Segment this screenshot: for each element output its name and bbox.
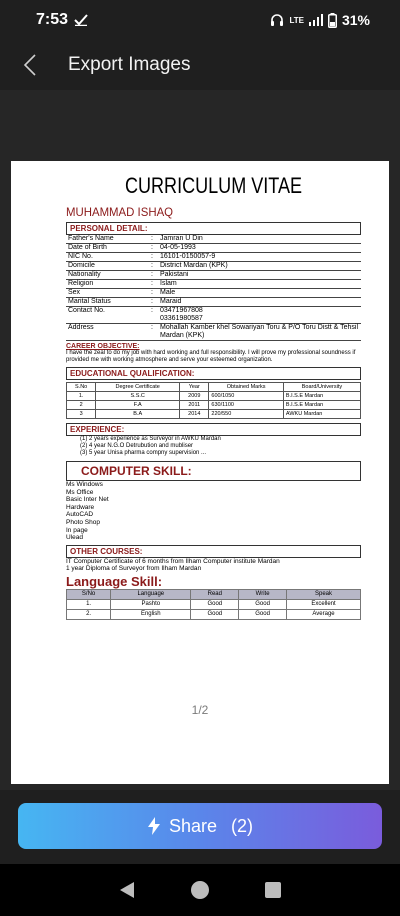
language-header-row [67,589,361,599]
cv-image[interactable] [11,161,389,784]
back-button[interactable] [2,40,58,90]
education-heading: EDUCATIONAL QUALIFICATION: [66,367,361,380]
personal-row [66,253,361,262]
personal-colon: : [146,253,158,262]
headphones-icon [270,13,284,27]
language-cell: Excellent [287,599,361,609]
cv-title: CURRICULUM VITAE [124,173,303,198]
page-indicator: 1/2 [191,703,209,717]
personal-value: Male [158,289,361,298]
system-nav-bar [0,864,400,916]
education-cell: 3 [67,410,96,419]
personal-key: Domicile [66,262,146,271]
education-cell: 2014 [180,410,209,419]
personal-key: NIC No. [66,253,146,262]
career-heading: CAREER OBJECTIVE: [66,343,140,350]
education-header-cell: Board/University [283,383,360,392]
experience-item: (3) 5 year Unisa pharma compny supervision ... [80,450,207,456]
list-item: AutoCAD [66,511,94,519]
status-left [36,11,88,29]
battery-percent: 31% [341,12,370,28]
language-header-cell: S/No [67,589,111,599]
language-cell: Average [287,609,361,619]
personal-row [66,271,361,280]
computer-heading: COMPUTER SKILL: [66,461,361,481]
status-right [270,12,370,28]
education-cell: B.A [96,410,180,419]
course-item: 1 year Diploma of Surveyor from Ilham Mardan [66,565,202,573]
personal-value: Maraid [158,298,361,307]
education-header-cell: S.No [67,383,96,392]
career-text: I have the zeal to do my job with hard working and full responsibility. I will prove my professional soundness if provided me with working atmosphere and serve your esteemed organization. [66,350,356,363]
personal-row [66,262,361,271]
education-header-row [67,383,361,392]
education-cell: 2 [67,401,96,410]
nav-home-button[interactable] [188,878,212,902]
status-bar [0,0,400,40]
language-cell: 1. [67,599,111,609]
list-item: In page [66,526,88,534]
share-button[interactable] [18,803,382,849]
education-table [66,382,361,419]
personal-row [66,280,361,289]
personal-key: Religion [66,280,146,289]
share-count: (2) [231,815,254,836]
personal-row [66,324,361,341]
personal-value: 04-05-1993 [158,244,361,253]
education-cell: F.A [96,401,180,410]
personal-key: Address [66,324,146,341]
table-row [67,609,361,619]
course-item: IT Computer Certificate of 6 months from Ilham Computer institute Mardan [66,557,280,565]
education-cell: 220/550 [209,410,283,419]
language-cell: Good [239,609,287,619]
language-table [66,589,361,620]
education-cell: S.S.C [96,392,180,401]
education-cell: 600/1050 [209,392,283,401]
personal-value: Jamran U Din [158,235,361,244]
language-cell: Good [191,599,239,609]
personal-value: Islam [158,280,361,289]
list-item: Ms Windows [66,481,103,488]
personal-row [66,235,361,244]
table-row [67,392,361,401]
education-header-cell: Year [180,383,209,392]
personal-key: Date of Birth [66,244,146,253]
personal-value: District Mardan (KPK) [158,262,361,271]
personal-key: Sex [66,289,146,298]
language-cell: Good [239,599,287,609]
language-header-cell: Language [111,589,191,599]
list-item: Ms Office [66,488,94,496]
share-label: Share [168,815,218,836]
education-cell: 2009 [180,392,209,401]
table-row [67,401,361,410]
personal-colon: : [146,262,158,271]
personal-table [66,235,361,341]
lightning-icon [147,817,161,835]
page-title: Export Images [68,54,191,75]
computer-skill-list [66,481,361,542]
language-header-cell: Read [191,589,239,599]
personal-value: Mohallah Kamber khel Sowariyan Toru & P/O Toru Distt & Tehsil Mardan (KPK) [158,324,361,341]
image-viewer[interactable] [0,90,400,790]
education-cell: B.I.S.E Mardan [283,401,360,410]
personal-colon: : [146,289,158,298]
language-cell: Pashto [111,599,191,609]
personal-colon: : [146,298,158,307]
personal-colon: : [146,280,158,289]
bottom-bar [0,790,400,864]
language-header-cell: Write [239,589,287,599]
status-time: 7:53 [36,11,69,28]
language-header-cell: Speak [287,589,361,599]
language-heading: Language Skill: [66,573,163,589]
personal-colon: : [146,324,158,341]
experience-item: (2) 4 year N.G.O Detrubution and mubliser [80,443,194,449]
personal-row [66,289,361,298]
courses-list [66,558,361,573]
battery-icon [328,13,337,28]
experience-item: (1) 2 years experience as Surveyor in AWKU Mardan [80,436,221,442]
table-row [67,599,361,609]
language-cell: English [111,609,191,619]
square-recents-icon [265,882,281,898]
education-header-cell: Degree Certificate [96,383,180,392]
personal-colon: : [146,244,158,253]
personal-key: Marital Status [66,298,146,307]
personal-value: 16101-0150057-9 [158,253,361,262]
triangle-back-icon [119,881,135,899]
list-item: Hardware [66,503,95,511]
language-cell: 2. [67,609,111,619]
education-cell: 1. [67,392,96,401]
app-bar [0,40,400,90]
cv-name: MUHAMMAD ISHAQ [66,205,174,219]
table-row [67,410,361,419]
network-label: LTE [289,15,304,25]
personal-colon: : [146,271,158,280]
education-cell: 630/1100 [209,401,283,410]
personal-row [66,307,361,324]
nav-back-button[interactable] [115,878,139,902]
personal-row [66,244,361,253]
education-cell: AWKU Mardan [283,410,360,419]
education-cell: 2011 [180,401,209,410]
personal-key: Contact No. [66,307,146,324]
list-item: Basic Inter Net [66,496,109,504]
list-item: Photo Shop [66,518,100,526]
education-header-cell: Obtained Marks [209,383,283,392]
personal-heading: PERSONAL DETAIL: [66,222,361,235]
courses-heading: OTHER COURSES: [66,545,361,558]
chevron-left-icon [23,54,37,76]
language-cell: Good [191,609,239,619]
personal-value: Pakistani [158,271,361,280]
circle-home-icon [190,880,210,900]
experience-list [66,436,361,457]
personal-colon: : [146,235,158,244]
personal-colon: : [146,307,158,324]
checkmark-icon [74,14,88,26]
signal-icon [309,14,323,26]
personal-key: Nationality [66,271,146,280]
personal-value: 03471967808 03361980587 [158,307,361,324]
personal-row [66,298,361,307]
personal-key: Father's Name [66,235,146,244]
list-item: Ulead [66,534,83,542]
education-cell: B.I.S.E Mardan [283,392,360,401]
nav-recents-button[interactable] [261,878,285,902]
experience-heading: EXPERIENCE: [66,423,361,436]
